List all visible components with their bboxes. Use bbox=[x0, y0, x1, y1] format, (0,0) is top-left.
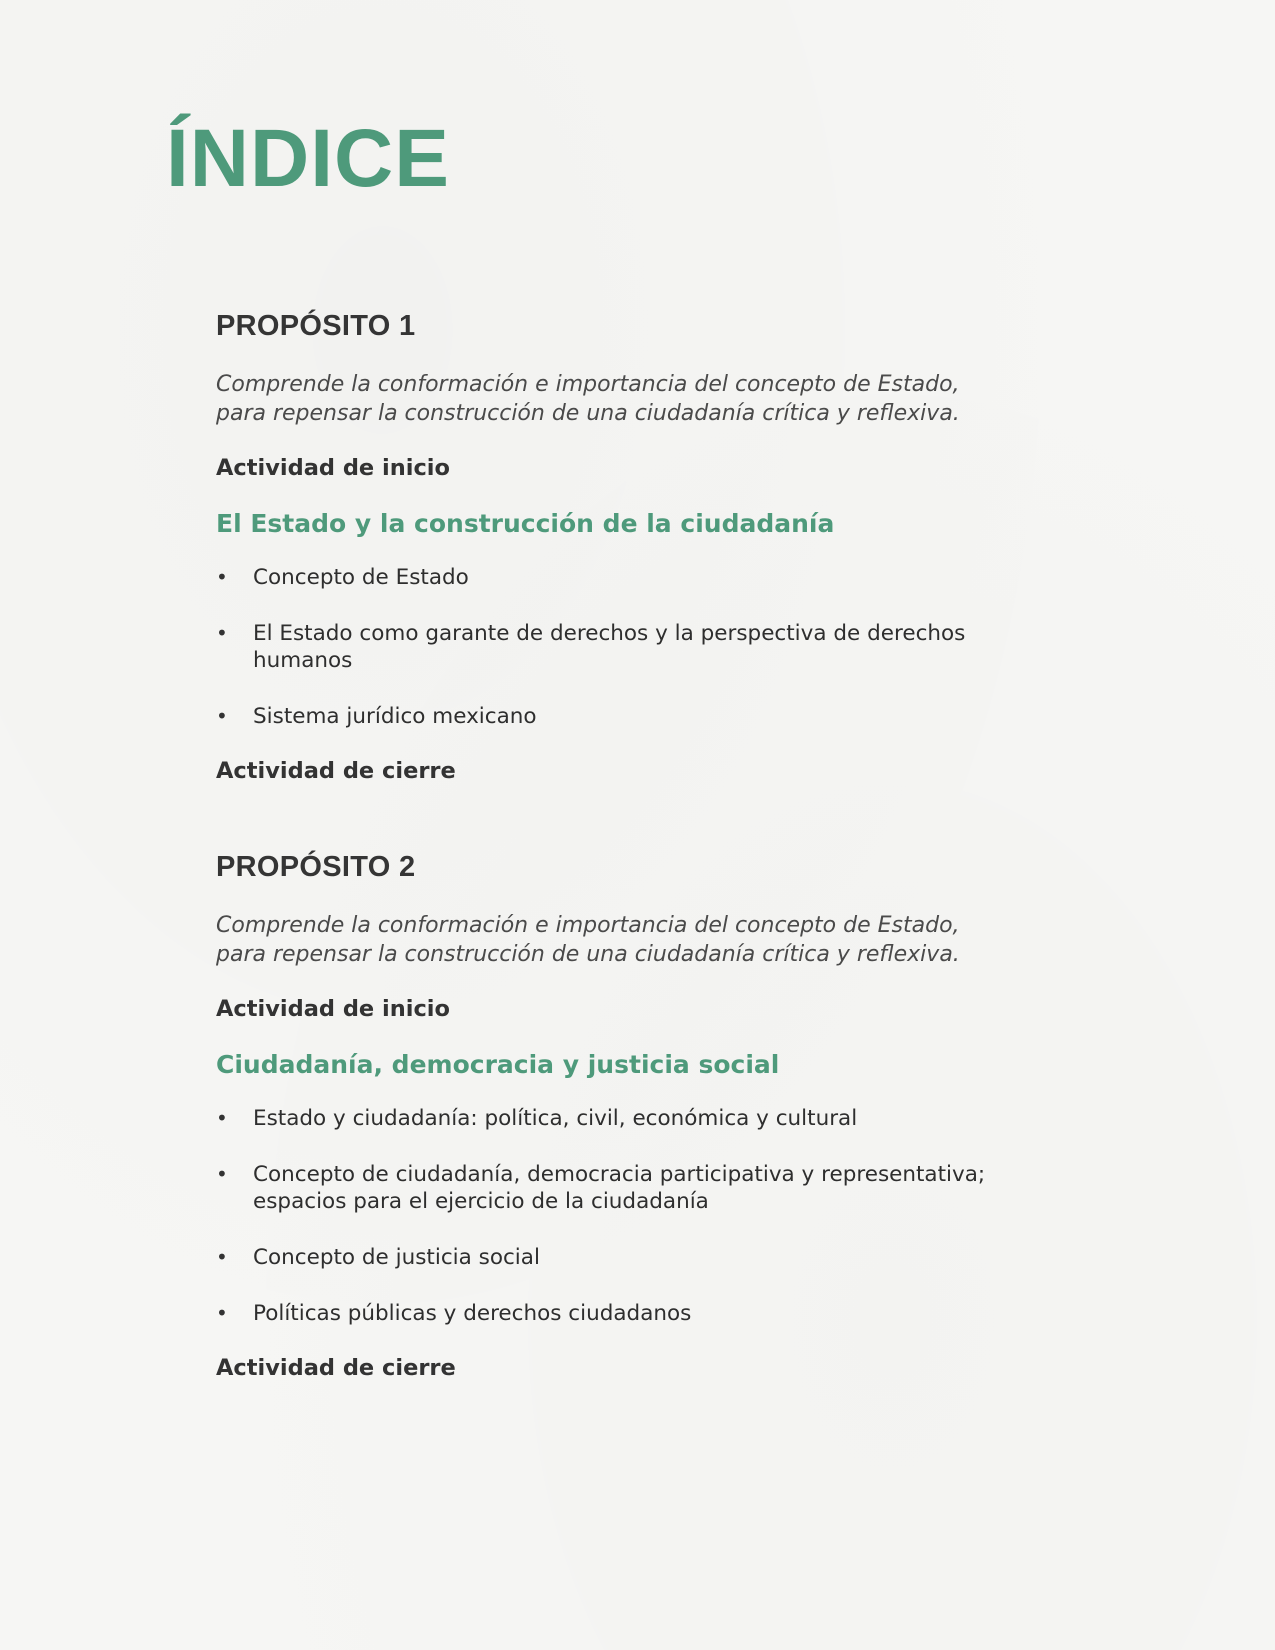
bullet-icon: • bbox=[216, 1106, 228, 1130]
list-item bbox=[216, 703, 1066, 730]
closing-activity: Actividad de cierre bbox=[216, 1355, 456, 1381]
list-item-text: Concepto de justicia social bbox=[253, 1245, 540, 1270]
list-item-text: Concepto de Estado bbox=[253, 565, 469, 590]
list-item bbox=[216, 1244, 1066, 1271]
bullet-icon: • bbox=[216, 704, 228, 728]
bullet-icon: • bbox=[216, 1245, 228, 1269]
list-item-text: Estado y ciudadanía: política, civil, económica y cultural bbox=[253, 1106, 858, 1131]
bullet-icon: • bbox=[216, 621, 228, 645]
bullet-icon: • bbox=[216, 1162, 228, 1186]
purpose-heading: PROPÓSITO 1 bbox=[216, 310, 416, 342]
list-item-text: Concepto de ciudadanía, democracia participativa y representativa; espacios para el ejercicio de la ciudadanía bbox=[253, 1162, 986, 1214]
closing-activity: Actividad de cierre bbox=[216, 758, 456, 784]
purpose-section-1 bbox=[216, 311, 1066, 784]
list-item-text: El Estado como garante de derechos y la perspectiva de derechos humanos bbox=[253, 621, 966, 673]
list-item bbox=[216, 1161, 1066, 1215]
purpose-description: Comprende la conformación e importancia del concepto de Estado, para repensar la construcción de una ciudadanía crítica y reflexiva. bbox=[216, 372, 960, 426]
list-item-text: Sistema jurídico mexicano bbox=[253, 704, 537, 729]
page-title: ÍNDICE bbox=[166, 113, 450, 204]
topic-title: El Estado y la construcción de la ciudadanía bbox=[216, 509, 835, 538]
topic-title: Ciudadanía, democracia y justicia social bbox=[216, 1050, 780, 1079]
list-item-text: Políticas públicas y derechos ciudadanos bbox=[253, 1301, 692, 1326]
purpose-heading: PROPÓSITO 2 bbox=[216, 851, 416, 883]
opening-activity: Actividad de inicio bbox=[216, 996, 450, 1022]
purpose-description: Comprende la conformación e importancia del concepto de Estado, para repensar la construcción de una ciudadanía crítica y reflexiva. bbox=[216, 913, 960, 967]
topic-list bbox=[216, 564, 1066, 730]
list-item bbox=[216, 1105, 1066, 1132]
bullet-icon: • bbox=[216, 565, 228, 589]
list-item bbox=[216, 620, 1066, 674]
opening-activity: Actividad de inicio bbox=[216, 455, 450, 481]
list-item bbox=[216, 564, 1066, 591]
list-item bbox=[216, 1300, 1066, 1327]
bullet-icon: • bbox=[216, 1301, 228, 1325]
purpose-section-2 bbox=[216, 852, 1066, 1381]
topic-list bbox=[216, 1105, 1066, 1327]
